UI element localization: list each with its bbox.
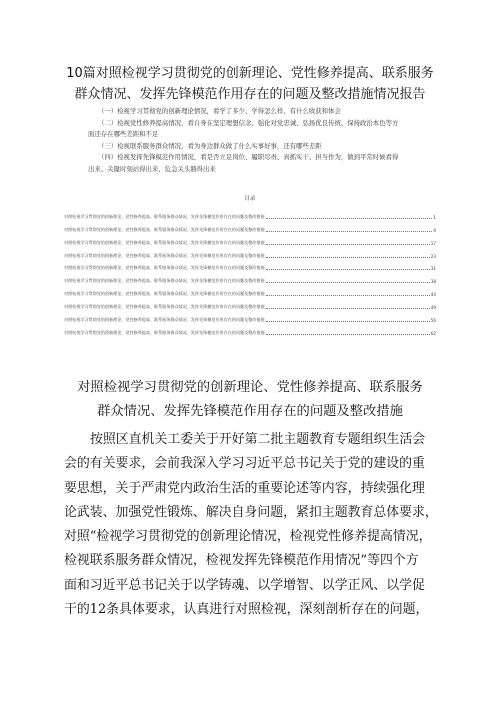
toc-entry-page: 31 — [430, 266, 436, 272]
toc-entry-title: 对照检视学习贯彻党的创新理论、党性修养提高、联系服务群众情况、发挥先锋模范作用存在的问题及整改措施 — [64, 278, 265, 284]
toc-entry[interactable] — [64, 233, 436, 246]
toc-leader — [266, 218, 433, 219]
toc-entry[interactable] — [64, 207, 436, 220]
toc-leader — [266, 295, 430, 296]
toc-entry-title: 对照检视学习贯彻党的创新理论、党性修养提高、联系服务群众情况、发挥先锋模范作用存在的问题及整改措施 — [64, 252, 265, 258]
body-line: 干的12条具体要求，认真进行对照检视，深刻剖析存在的问题， — [64, 602, 429, 618]
body-line: 会的有关要求，会前我深入学习习近平总书记关于党的建设的重 — [64, 456, 425, 472]
toc-entry-page: 38 — [430, 279, 436, 285]
toc-leader — [266, 269, 430, 270]
toc-entry[interactable] — [64, 297, 436, 310]
intro-line: （三）检视联系服务群众情况，看为身边群众做了什么实事好事，还有哪些差距 — [98, 141, 322, 150]
toc-leader — [266, 282, 430, 283]
body-line: 按照区直机关工委关于开好第二批主题教育专题组织生活会 — [90, 432, 426, 447]
toc-entry-page: 9 — [433, 227, 436, 233]
intro-block — [88, 106, 418, 175]
toc-leader — [266, 257, 430, 258]
toc-entry-page: 56 — [430, 318, 436, 324]
toc-entry[interactable] — [64, 323, 436, 336]
toc-leader — [266, 244, 430, 245]
section-title — [60, 376, 440, 424]
toc-entry-title: 对照检视学习贯彻党的创新理论、党性修养提高、联系服务群众情况、发挥先锋模范作用存在的问题及整改措施 — [64, 226, 265, 232]
toc-leader — [266, 334, 430, 335]
section-title-line-2: 群众情况、发挥先锋模范作用存在的问题及整改措施 — [97, 404, 403, 419]
toc-heading: 目录 — [244, 196, 256, 202]
toc-entry-page: 44 — [430, 292, 436, 298]
toc-entry-page: 62 — [430, 330, 436, 336]
toc-entry-title: 对照检视学习贯彻党的创新理论、党性修养提高、联系服务群众情况、发挥先锋模范作用存在的问题及整改措施 — [64, 317, 265, 323]
document-title-line-1: 10篇对照检视学习贯彻党的创新理论、党性修养提高、联系服务 — [66, 66, 434, 81]
body-line: 论武装、加强党性锻炼、解决自身问题，紧扣主题教育总体要求， — [64, 504, 438, 520]
toc-entry[interactable] — [64, 271, 436, 284]
toc-entry[interactable] — [64, 310, 436, 323]
toc-entry-title: 对照检视学习贯彻党的创新理论、党性修养提高、联系服务群众情况、发挥先锋模范作用存在的问题及整改措施 — [64, 291, 265, 297]
toc-entry-title: 对照检视学习贯彻党的创新理论、党性修养提高、联系服务群众情况、发挥先锋模范作用存在的问题及整改措施 — [64, 265, 265, 271]
section-title-line-1: 对照检视学习贯彻党的创新理论、党性修养提高、联系服务 — [77, 380, 423, 395]
toc-leader — [266, 308, 430, 309]
intro-line: （四）检视发挥先锋模范作用情况，看是否立足岗位、履职尽责、真抓实干、担当作为，做到平常时候看得 — [98, 153, 399, 161]
toc-entry-page: 23 — [430, 253, 436, 259]
table-of-contents — [64, 207, 436, 336]
toc-entry-title: 对照检视学习贯彻党的创新理论、党性修养提高、联系服务群众情况、发挥先锋模范作用存在的问题及整改措施 — [64, 304, 265, 310]
toc-entry-page: 17 — [430, 240, 436, 246]
body-line: 面和习近平总书记关于以学铸魂、以学增智、以学正风、以学促 — [64, 577, 425, 593]
intro-line: （二）检视党性修养提高情况，看自身在坚定理想信念、强化对党忠诚、弘扬优良传统、保持政治本色等方 — [98, 118, 399, 127]
body-paragraph — [64, 428, 440, 622]
toc-entry-title: 对照检视学习贯彻党的创新理论、党性修养提高、联系服务群众情况、发挥先锋模范作用存在的问题及整改措施 — [64, 329, 265, 335]
toc-leader — [266, 321, 430, 322]
body-line: 对照“检视学习贯彻党的创新理论情况，检视党性修养提高情况， — [64, 529, 432, 545]
toc-entry-title: 对照检视学习贯彻党的创新理论、党性修养提高、联系服务群众情况、发挥先锋模范作用存在的问题及整改措施 — [64, 213, 265, 219]
body-line: 要思想，关于严肃党内政治生活的重要论述等内容，持续强化理 — [64, 480, 425, 496]
intro-line: 出来、关键时刻站得出来、危急关头豁得出来 — [88, 164, 216, 173]
toc-leader — [266, 231, 433, 232]
intro-line: （一）检视学习贯彻党的创新理论情况，看学了多少、学得怎么样，有什么收获和体会 — [98, 107, 341, 115]
body-line: 检视联系服务群众情况，检视发挥先锋模范作用情况”等四个方 — [64, 553, 419, 569]
toc-entry-page: 1 — [433, 214, 436, 220]
toc-entry[interactable] — [64, 246, 436, 259]
document-title-line-2: 群众情况、发挥先锋模范作用存在的问题及整改措施情况报告 — [74, 87, 426, 102]
document-title — [60, 63, 440, 105]
intro-line: 面还存在哪些差距和不足 — [88, 130, 159, 138]
toc-entry[interactable] — [64, 259, 436, 272]
toc-entry[interactable] — [64, 220, 436, 233]
toc-entry-page: 49 — [430, 305, 436, 311]
toc-entry-title: 对照检视学习贯彻党的创新理论、党性修养提高、联系服务群众情况、发挥先锋模范作用存在的问题及整改措施 — [64, 239, 265, 245]
toc-entry[interactable] — [64, 284, 436, 297]
